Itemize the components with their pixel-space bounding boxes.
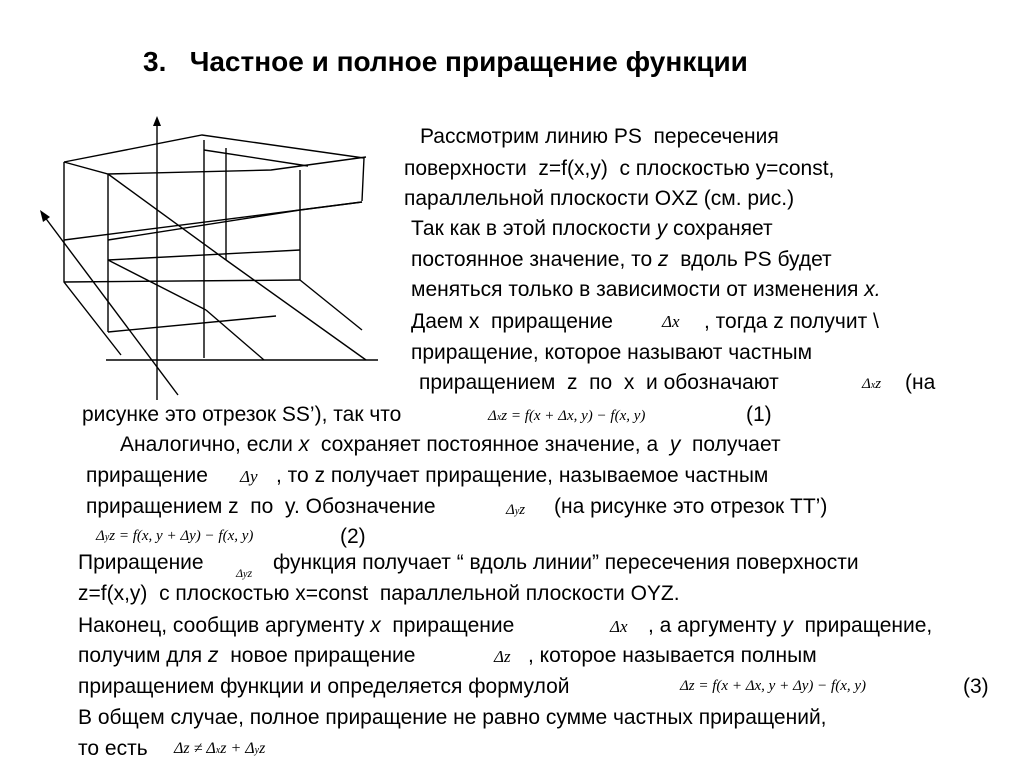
- x-axis-arrow-icon: [40, 210, 50, 222]
- z-axis-arrow-icon: [153, 116, 161, 126]
- text-line-13: приращением z по y. Обозначение: [86, 495, 436, 518]
- text-line-19: В общем случае, полное приращение не равно сумме частных приращений,: [78, 706, 827, 729]
- delta-x-formula-2: Δx: [610, 617, 628, 636]
- left-edge: [64, 162, 121, 355]
- text-line-18: приращением функции и определяется формулой: [78, 675, 570, 698]
- text-line-17: получим для z новое приращение: [78, 644, 416, 667]
- formula-2-number: (2): [340, 525, 366, 548]
- delta-y-z-small-formula: Δyz: [236, 566, 253, 580]
- formula-3-number: (3): [963, 675, 989, 698]
- text-line-7b: , тогда z получит \: [704, 310, 879, 333]
- text-line-5: постоянное значение, то z вдоль PS будет: [411, 248, 832, 271]
- text-line-12: приращение: [86, 464, 208, 487]
- delta-z-formula: Δz: [494, 647, 511, 666]
- text-line-14b: функция получает “ вдоль линии” пересечения поверхности: [273, 551, 859, 574]
- text-line-3: параллельной плоскости OXZ (см. рис.): [404, 187, 795, 210]
- surface-top-back: [64, 135, 364, 201]
- text-line-11: Аналогично, если x сохраняет постоянное значение, а y получает: [120, 433, 781, 456]
- text-line-12b: , то z получает приращение, называемое частным: [276, 464, 769, 487]
- delta-x-z-formula: Δxz: [862, 376, 882, 392]
- text-line-10: рисунке это отрезок SS’), так что: [82, 403, 402, 426]
- formula-3: Δz = f(x + Δx, y + Δy) − f(x, y): [680, 678, 866, 694]
- text-line-9: приращением z по x и обозначают: [419, 371, 779, 394]
- formula-4: Δz ≠ Δxz + Δyz: [174, 740, 266, 757]
- slide-title: 3. Частное и полное приращение функции: [143, 46, 748, 77]
- surface-figure: [36, 110, 386, 400]
- formula-1-number: (1): [746, 403, 772, 426]
- formula-1: Δxz = f(x + Δx, y) − f(x, y): [488, 408, 646, 424]
- surface-top-front: [64, 157, 366, 174]
- formula-2: Δyz = f(x, y + Δy) − f(x, y): [96, 528, 254, 544]
- text-line-6: меняться только в зависимости от изменения x.: [411, 278, 881, 301]
- text-line-16b: , а аргументу y приращение,: [648, 614, 933, 637]
- text-line-1: Рассмотрим линию PS пересечения: [420, 125, 779, 148]
- text-line-17b: , которое называется полным: [528, 644, 817, 667]
- text-line-7: Даем x приращение: [411, 310, 613, 333]
- text-line-16: Наконец, сообщив аргументу x приращение: [78, 614, 515, 637]
- text-line-8: приращение, которое называют частным: [411, 341, 813, 364]
- text-line-15: z=f(x,y) с плоскостью x=const параллельной плоскости OYZ.: [78, 582, 680, 605]
- text-line-2: поверхности z=f(x,y) с плоскостью y=const,: [404, 157, 835, 180]
- text-line-4: Так как в этой плоскости y сохраняет: [411, 217, 773, 240]
- delta-y-formula: Δy: [240, 467, 258, 486]
- text-line-20: то есть: [78, 737, 148, 760]
- text-line-9b: (на: [905, 371, 936, 394]
- text-line-14: Приращение: [78, 551, 204, 574]
- delta-x-formula: Δx: [662, 312, 680, 331]
- delta-y-z-formula: Δyz: [506, 502, 526, 518]
- text-line-13b: (на рисунке это отрезок TT’): [554, 495, 828, 518]
